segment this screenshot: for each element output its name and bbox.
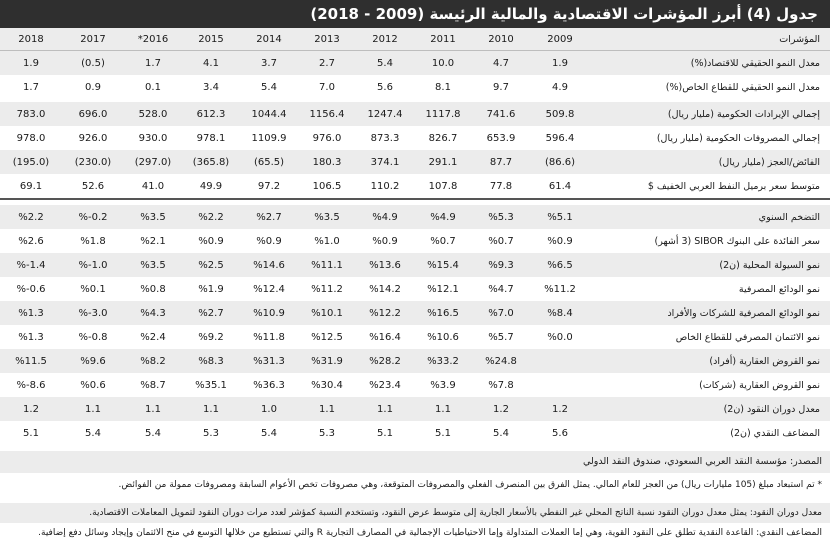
header-year: 2009 <box>530 28 590 51</box>
table-cell: %-0.6 <box>16 283 46 295</box>
table-cell: 87.7 <box>472 150 530 174</box>
table-cell: 1156.4 <box>298 102 356 126</box>
table-cell: %4.9 <box>414 205 472 229</box>
row-label: الفائض/العجز (مليار ريال) <box>590 150 830 174</box>
table-cell: (230.0) <box>62 150 124 174</box>
table-row <box>0 75 830 99</box>
table-cell: 826.7 <box>428 132 458 144</box>
table-cell: 5.3 <box>319 427 335 439</box>
table-cell: %14.6 <box>240 253 298 277</box>
table-cell: %2.1 <box>140 235 166 247</box>
table-cell: %8.2 <box>124 349 182 373</box>
table-cell: 4.7 <box>472 51 530 76</box>
table-cell: 291.1 <box>414 150 472 174</box>
table-cell: %12.2 <box>356 301 414 325</box>
table-cell: %0.7 <box>430 235 456 247</box>
table-cell: %0.8 <box>140 283 166 295</box>
table-row <box>0 253 830 277</box>
table-cell: %14.2 <box>369 283 401 295</box>
table-cell <box>530 349 590 373</box>
table-cell: 5.6 <box>552 427 568 439</box>
table-cell: 5.1 <box>377 427 393 439</box>
table-cell: %0.9 <box>198 235 224 247</box>
indicators-table <box>0 28 830 445</box>
table-cell: 110.2 <box>370 180 400 192</box>
table-cell: 976.0 <box>312 132 342 144</box>
table-cell: 741.6 <box>472 102 530 126</box>
table-cell: %11.2 <box>544 283 576 295</box>
table-cell: %10.6 <box>427 331 459 343</box>
table-cell: 106.5 <box>312 180 342 192</box>
header-row <box>0 28 830 51</box>
table-cell: %11.8 <box>253 331 285 343</box>
table-cell: 873.3 <box>370 132 400 144</box>
table-cell: %3.5 <box>298 205 356 229</box>
table-cell: (86.6) <box>530 150 590 174</box>
table-cell: 49.9 <box>199 180 223 192</box>
table-cell: 528.0 <box>124 102 182 126</box>
table-cell: 1.2 <box>472 397 530 421</box>
table-cell: 926.0 <box>78 132 108 144</box>
table-cell: 1.9 <box>530 51 590 76</box>
table-cell: %36.3 <box>253 379 285 391</box>
table-cell: %3.5 <box>124 253 182 277</box>
table-cell: %1.3 <box>0 301 62 325</box>
table-row <box>0 421 830 445</box>
table-cell <box>530 373 590 397</box>
table-cell: %10.1 <box>298 301 356 325</box>
row-label: نمو القروض العقارية (أفراد) <box>590 349 830 373</box>
table-cell: 61.4 <box>548 180 572 192</box>
table-cell: %4.3 <box>124 301 182 325</box>
header-year: 2013 <box>298 28 356 51</box>
table-cell: 97.2 <box>257 180 281 192</box>
table-cell: %0.7 <box>488 235 514 247</box>
table-cell: %8.7 <box>140 379 166 391</box>
table-cell: %35.1 <box>195 379 227 391</box>
table-cell: %4.9 <box>356 205 414 229</box>
table-row <box>0 325 830 349</box>
table-cell: %6.5 <box>530 253 590 277</box>
table-cell: 107.8 <box>428 180 458 192</box>
table-cell: 596.4 <box>545 132 575 144</box>
row-label: نمو السيولة المحلية (ن2) <box>590 253 830 277</box>
table-cell: %-0.2 <box>62 205 124 229</box>
table-cell: 374.1 <box>356 150 414 174</box>
table-cell: %16.5 <box>414 301 472 325</box>
header-year: 2017 <box>62 28 124 51</box>
table-cell: %33.2 <box>414 349 472 373</box>
table-cell: %1.9 <box>198 283 224 295</box>
table-cell: %-1.0 <box>62 253 124 277</box>
table-cell: %0.9 <box>547 235 573 247</box>
header-year: 2015 <box>182 28 240 51</box>
table-row <box>0 349 830 373</box>
table-cell: %0.6 <box>80 379 106 391</box>
table-cell: 1.1 <box>414 397 472 421</box>
table-cell: %-0.8 <box>78 331 108 343</box>
row-label: نمو الودائع المصرفية للشركات والأفراد <box>590 301 830 325</box>
row-label: معدل دوران النقود (ن2) <box>590 397 830 421</box>
table-cell: 978.1 <box>196 132 226 144</box>
table-cell: 1117.8 <box>414 102 472 126</box>
table-title: جدول (4) أبرز المؤشرات الاقتصادية والمالية الرئيسة (2009 - 2018) <box>0 0 830 28</box>
table-cell: 5.4 <box>145 427 161 439</box>
table-cell: 52.6 <box>81 180 105 192</box>
table-cell: 1.1 <box>62 397 124 421</box>
table-cell: (297.0) <box>124 150 182 174</box>
table-cell: %3.5 <box>124 205 182 229</box>
table-row <box>0 373 830 397</box>
table-cell: (365.8) <box>182 150 240 174</box>
row-label: سعر الفائدة على البنوك SIBOR (3 أشهر) <box>654 235 820 247</box>
row-label: المضاعف النقدي (ن2) <box>730 427 820 439</box>
table-row <box>0 277 830 301</box>
table-row <box>0 126 830 150</box>
table-cell: 1.0 <box>240 397 298 421</box>
table-cell: 1.1 <box>182 397 240 421</box>
table-cell: 1.9 <box>0 51 62 76</box>
table-cell: 1.7 <box>23 81 39 93</box>
table-cell: 978.0 <box>16 132 46 144</box>
table-cell: %24.8 <box>472 349 530 373</box>
table-cell: %5.3 <box>472 205 530 229</box>
row-label: نمو القروض العقارية (شركات) <box>699 379 820 391</box>
table-cell: %8.3 <box>182 349 240 373</box>
table-cell: %30.4 <box>311 379 343 391</box>
table-cell: %31.9 <box>298 349 356 373</box>
table-row <box>0 397 830 421</box>
table-cell: 5.1 <box>23 427 39 439</box>
table-cell: 180.3 <box>298 150 356 174</box>
notes-section <box>0 451 830 555</box>
table-row <box>0 205 830 229</box>
table-cell: 509.8 <box>530 102 590 126</box>
table-cell: 8.1 <box>435 81 451 93</box>
header-year: 2012 <box>356 28 414 51</box>
table-cell: %15.4 <box>414 253 472 277</box>
table-cell: %3.9 <box>430 379 456 391</box>
row-label: نمو الائتمان المصرفي للقطاع الخاص <box>675 331 820 343</box>
table-cell: %9.3 <box>472 253 530 277</box>
table-cell: %0.1 <box>80 283 106 295</box>
table-cell: 69.1 <box>19 180 43 192</box>
table-cell: 0.1 <box>145 81 161 93</box>
table-cell: 9.7 <box>493 81 509 93</box>
table-cell: 5.4 <box>356 51 414 76</box>
table-cell: 1.2 <box>530 397 590 421</box>
table-row <box>0 102 830 126</box>
table-cell: 0.9 <box>85 81 101 93</box>
header-year: 2011 <box>414 28 472 51</box>
table-cell: 5.3 <box>203 427 219 439</box>
source-note: المصدر: مؤسسة النقد العربي السعودي، صندوق النقد الدولي <box>0 451 830 473</box>
table-cell: 930.0 <box>138 132 168 144</box>
table-cell: %0.0 <box>547 331 573 343</box>
table-cell: %12.1 <box>427 283 459 295</box>
row-label: معدل النمو الحقيقي للقطاع الخاص(%) <box>665 81 820 93</box>
table-cell: 783.0 <box>0 102 62 126</box>
table-row <box>0 150 830 174</box>
table-cell: %5.1 <box>530 205 590 229</box>
table-cell: 1.2 <box>0 397 62 421</box>
table-row <box>0 229 830 253</box>
table-cell: %13.6 <box>356 253 414 277</box>
table-cell: %10.9 <box>240 301 298 325</box>
table-cell: %5.7 <box>488 331 514 343</box>
table-cell: (195.0) <box>0 150 62 174</box>
header-year: 2014 <box>240 28 298 51</box>
table-cell: %2.5 <box>182 253 240 277</box>
table-cell: %-3.0 <box>62 301 124 325</box>
table-cell: 3.4 <box>203 81 219 93</box>
table-cell: %8.4 <box>530 301 590 325</box>
header-year: *2016 <box>124 28 182 51</box>
table-cell: 7.0 <box>319 81 335 93</box>
table-cell: 4.9 <box>552 81 568 93</box>
table-cell: %-8.6 <box>16 379 46 391</box>
table-cell: 1.1 <box>124 397 182 421</box>
table-cell: %31.3 <box>240 349 298 373</box>
row-label: متوسط سعر برميل النفط العربي الخفيف $ <box>647 180 820 192</box>
table-cell: 612.3 <box>182 102 240 126</box>
table-cell: %7.8 <box>488 379 514 391</box>
table-cell: 5.4 <box>261 427 277 439</box>
table-cell: 2.7 <box>298 51 356 76</box>
table-cell: %28.2 <box>356 349 414 373</box>
table-cell: %2.7 <box>240 205 298 229</box>
table-cell: 5.4 <box>85 427 101 439</box>
table-cell: %1.0 <box>314 235 340 247</box>
row-label: إجمالي المصروفات الحكومية (مليار ريال) <box>656 132 820 144</box>
table-cell: %2.6 <box>18 235 44 247</box>
money-multiplier-note: المضاعف النقدي: القاعدة النقدية تطلق على النقود القوية، وهي إما العملات المتداولة وإما الاحتياطيات الإجمالية في المصارف التجارية R والتي تستطيع من خلالها التوسع في منح الائتمان وإيجاد وسائل دفع إضافية. <box>38 528 822 538</box>
table-cell: %2.4 <box>140 331 166 343</box>
table-row <box>0 51 830 76</box>
table-cell: 10.0 <box>414 51 472 76</box>
money-velocity-note: معدل دوران النقود: يمثل معدل دوران النقود نسبة الناتج المحلي غير النفطي بالأسعار الجارية إلى متوسط عرض النقود، وتستخدم النسبة كمؤشر لعدد مرات دوران النقود لتمويل المعاملات الاقتصادية. <box>0 503 830 523</box>
table-cell: %7.0 <box>472 301 530 325</box>
table-cell: 77.8 <box>489 180 513 192</box>
table-cell: (65.5) <box>240 150 298 174</box>
table-cell: (0.5) <box>62 51 124 76</box>
table-cell: 1.7 <box>124 51 182 76</box>
table-cell: 5.6 <box>377 81 393 93</box>
table-cell: %0.9 <box>256 235 282 247</box>
header-year: 2018 <box>0 28 62 51</box>
table-cell: 5.4 <box>261 81 277 93</box>
table-cell: 653.9 <box>486 132 516 144</box>
table-cell: %0.9 <box>372 235 398 247</box>
deficit-footnote: * تم استبعاد مبلغ (105 مليارات ريال) من العجز للعام المالي. يمثل الفرق بين المنصرف الفعلي والمصروفات المتوقعة، وهي مصروفات تخص الأعوام السابقة ومصروفات ممولة من الفوائض. <box>118 480 822 490</box>
table-cell: 3.7 <box>240 51 298 76</box>
table-row <box>0 174 830 199</box>
table-cell: %-1.4 <box>0 253 62 277</box>
table-cell: %11.2 <box>311 283 343 295</box>
row-label: معدل النمو الحقيقي للاقتصاد(%) <box>590 51 830 76</box>
table-cell: %2.2 <box>182 205 240 229</box>
row-label: إجمالي الإيرادات الحكومية (مليار ريال) <box>590 102 830 126</box>
table-cell: %23.4 <box>369 379 401 391</box>
table-cell: 4.1 <box>182 51 240 76</box>
table-cell: %2.2 <box>0 205 62 229</box>
table-cell: %12.4 <box>253 283 285 295</box>
table-cell: %11.1 <box>298 253 356 277</box>
table-cell: 5.1 <box>435 427 451 439</box>
table-cell: 1247.4 <box>356 102 414 126</box>
header-indicators: المؤشرات <box>590 28 830 51</box>
table-cell: 1.1 <box>356 397 414 421</box>
table-row <box>0 301 830 325</box>
table-cell: 1044.4 <box>240 102 298 126</box>
table-cell: %12.5 <box>311 331 343 343</box>
table-cell: 5.4 <box>493 427 509 439</box>
table-cell: %9.2 <box>198 331 224 343</box>
table-cell: %11.5 <box>0 349 62 373</box>
table-cell: 696.0 <box>62 102 124 126</box>
table-cell: %2.7 <box>182 301 240 325</box>
table-cell: %9.6 <box>62 349 124 373</box>
row-label: نمو الودائع المصرفية <box>738 283 820 295</box>
table-cell: %1.8 <box>80 235 106 247</box>
table-cell: %16.4 <box>369 331 401 343</box>
header-year: 2010 <box>472 28 530 51</box>
table-cell: %4.7 <box>488 283 514 295</box>
table-cell: 1.1 <box>298 397 356 421</box>
table-cell: 41.0 <box>141 180 165 192</box>
row-label: التضخم السنوي <box>590 205 830 229</box>
table-cell: %1.3 <box>18 331 44 343</box>
table-cell: 1109.9 <box>251 132 287 144</box>
